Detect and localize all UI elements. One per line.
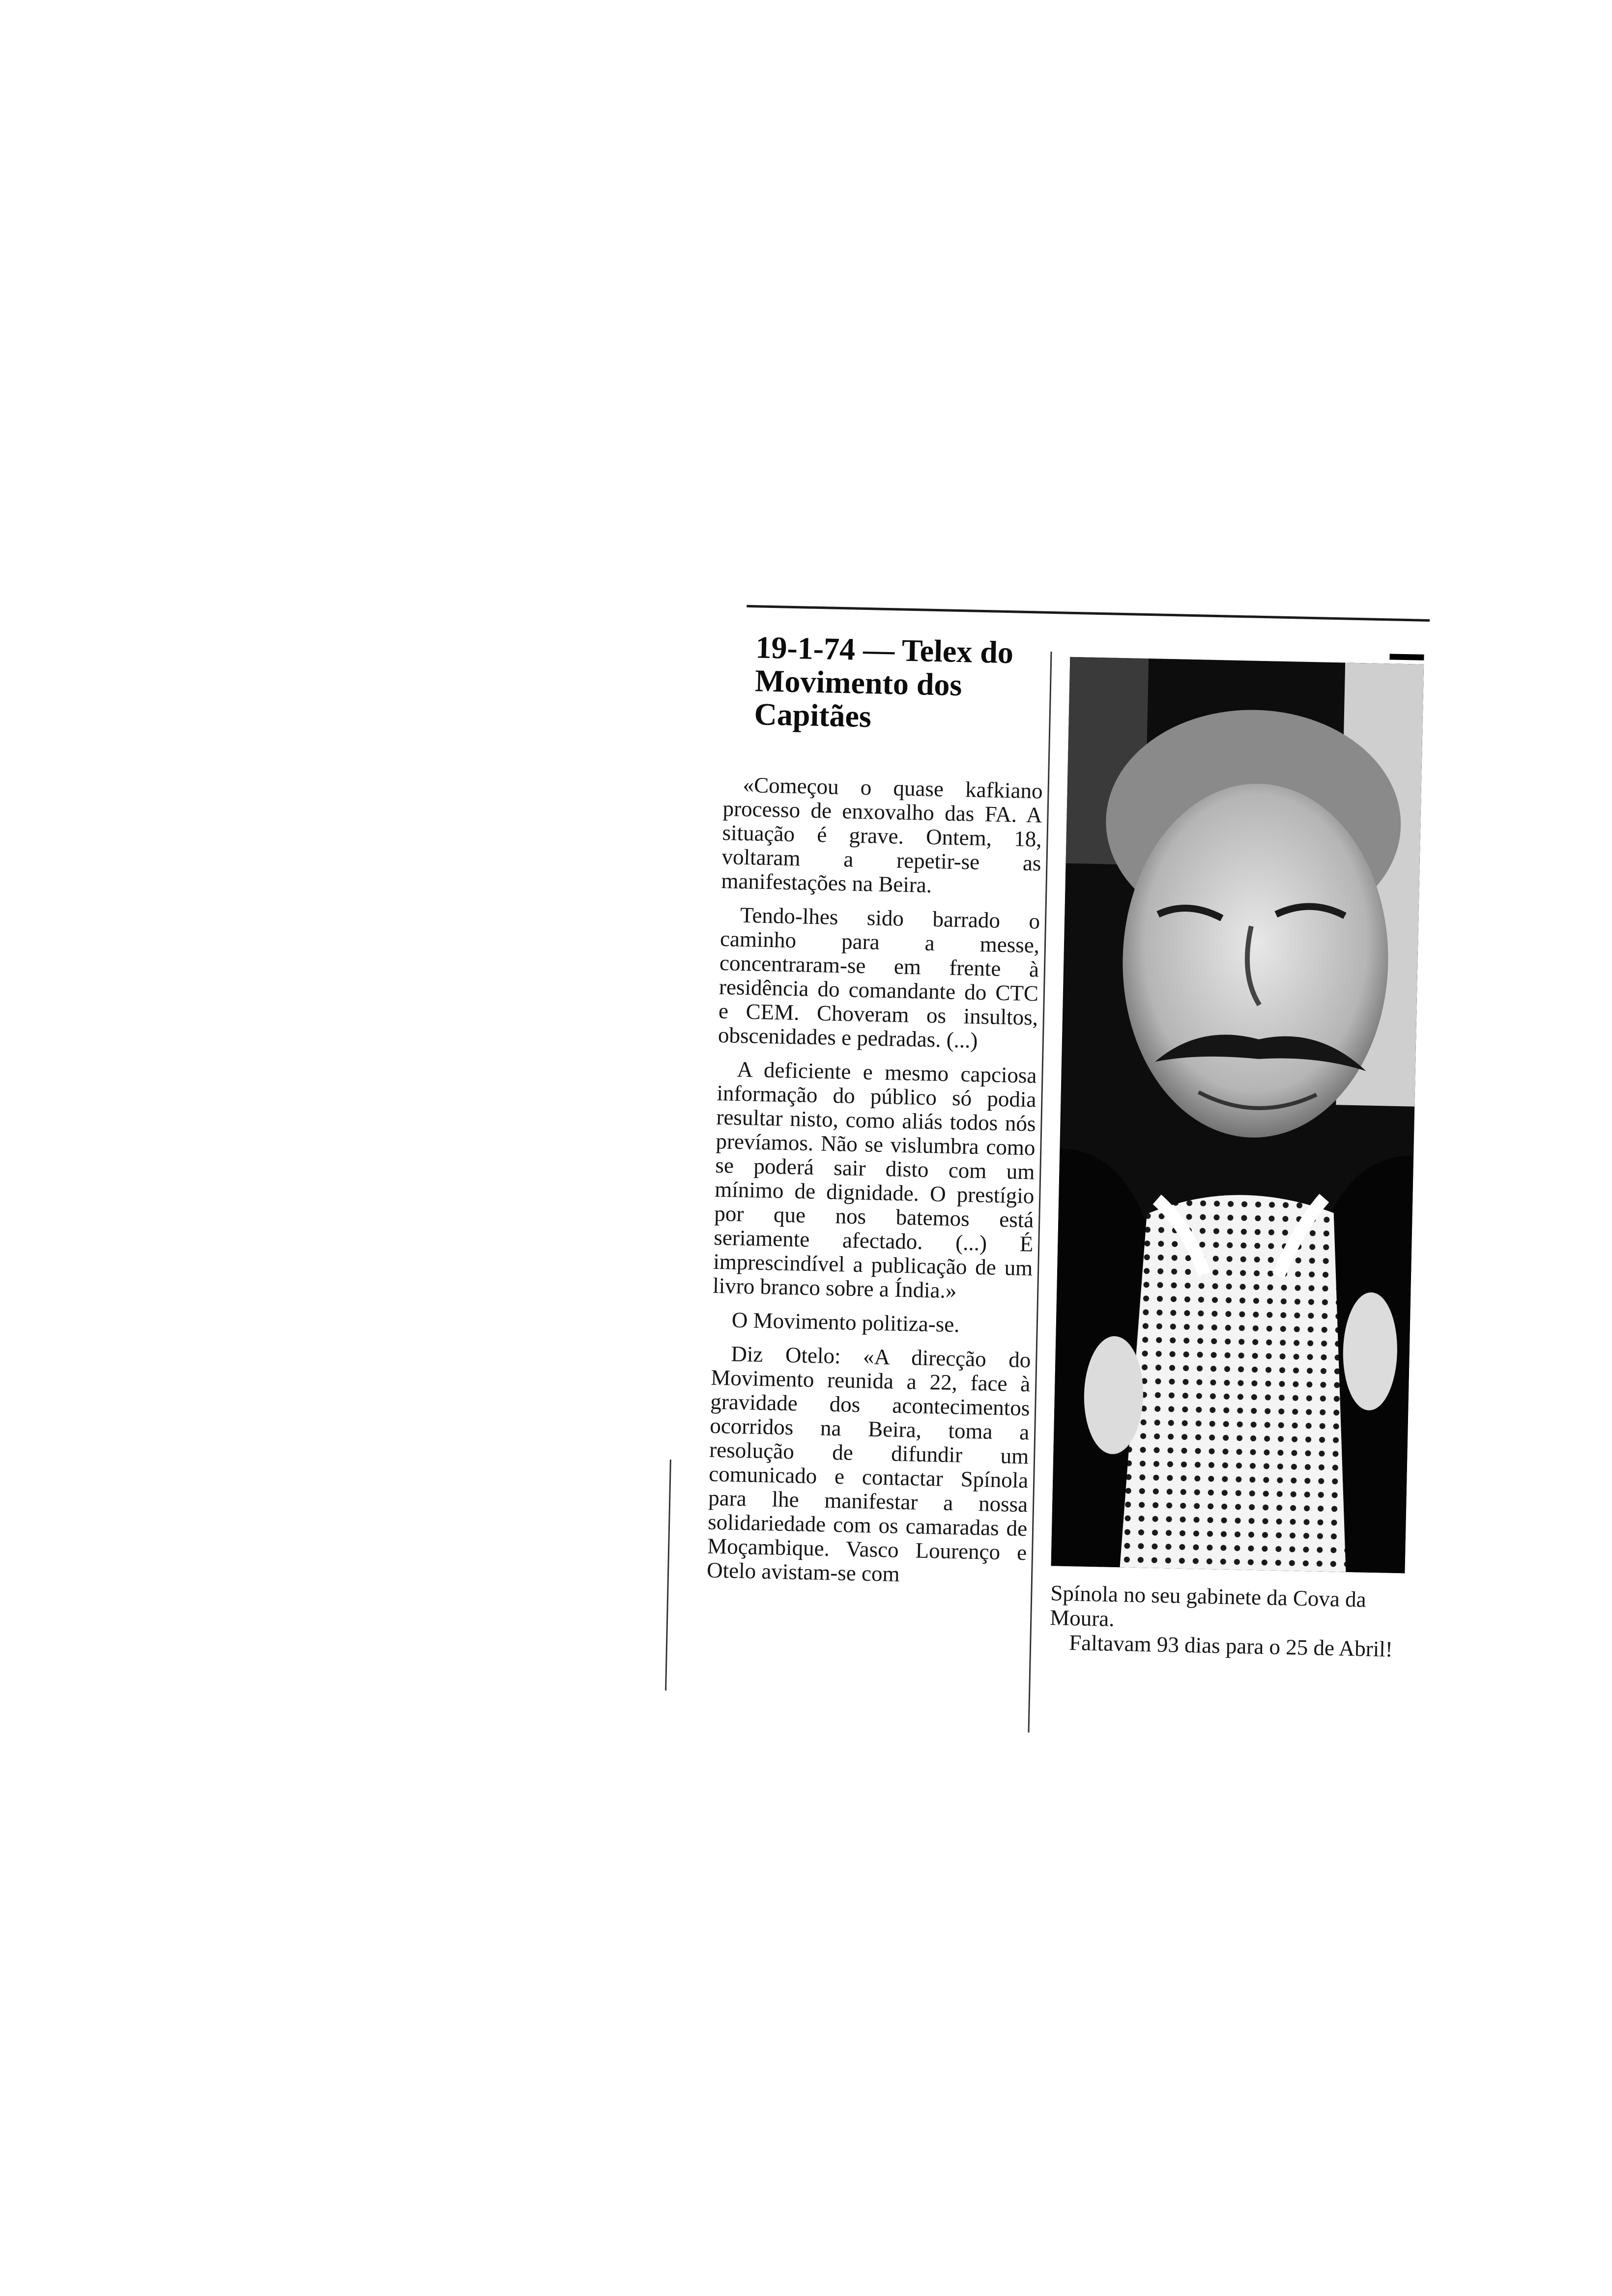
article-paragraph: A deficiente e mesmo capciosa informação do público só podia resultar nisto, como aliás todos nós prevíamos. Não se vislumbra como se poderá sair disto com um mínimo de dignidade. O prestígio por que nos batemos está seriamente afectado. (...) É imprescindível a publicação de um livro branco sobre a Índia.» <box>712 1057 1037 1303</box>
article-paragraph: Tendo-lhes sido barrado o caminho para a messe, concentraram-se em frente à residência do comandante do CTC e CEM. Choveram os insultos, obscenidades e pedradas. (...) <box>718 902 1040 1053</box>
portrait-photo-image <box>1051 657 1424 1574</box>
caption-line: Spínola no seu gabinete da Cova da Moura. <box>1049 1580 1367 1632</box>
article-headline: 19-1-74 — Telex do Movimento dos Capitães <box>753 630 1014 734</box>
caption-line: Faltavam 93 dias para o 25 de Abril! <box>1068 1630 1393 1662</box>
photo-corner-mark <box>1389 654 1424 660</box>
article-body <box>706 773 1043 1599</box>
left-margin-rule <box>665 1460 671 1691</box>
article-paragraph: Diz Otelo: «A direcção do Movimento reunida a 22, face à gravidade dos acontecimentos ocorridos na Beira, toma a resolução de difundir um comunicado e contactar Spínola para lhe manifestar a nossa solidariedade com os camaradas de Moçambique. Vasco Lourenço e Otelo avistam-se com <box>706 1341 1031 1586</box>
article-paragraph: «Começou o quase kafkiano processo de enxovalho das FA. A situação é grave. Ontem, 18, voltaram a repetir-se as manifestações na Beira. <box>721 772 1043 897</box>
photo-caption <box>1049 1580 1405 1662</box>
top-rule <box>747 605 1430 622</box>
newspaper-clipping <box>654 590 1444 1746</box>
portrait-photo <box>1051 657 1424 1574</box>
article-paragraph: O Movimento politiza-se. <box>731 1307 960 1337</box>
